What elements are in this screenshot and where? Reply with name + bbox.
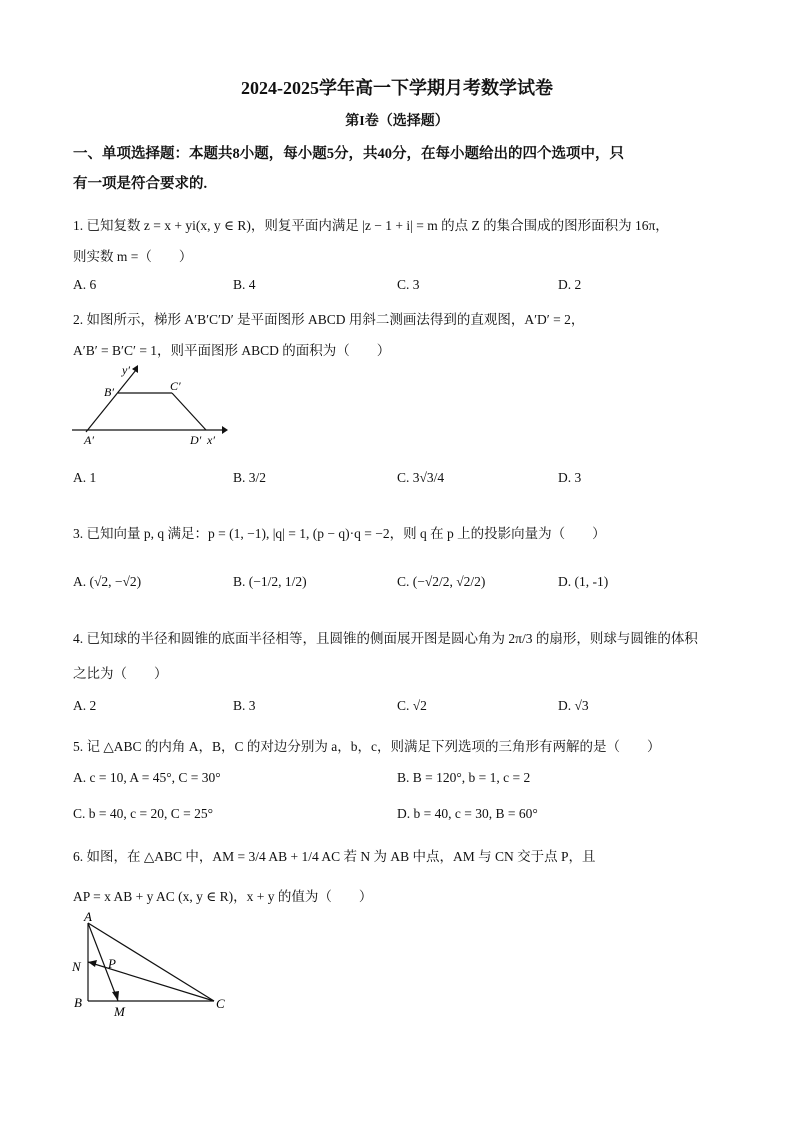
x-axis-arrow <box>222 426 228 434</box>
label-a-prime: A′ <box>84 433 94 447</box>
label-d-prime: D′ <box>190 433 202 447</box>
question-4-option-a[interactable]: A. 2 <box>73 698 97 713</box>
arrow-n <box>88 960 97 967</box>
section-heading-line2: 有一项是符合要求的. <box>73 176 208 192</box>
question-1-option-d[interactable]: D. 2 <box>558 277 582 292</box>
question-2-option-b[interactable]: B. 3/2 <box>233 470 267 485</box>
question-3-option-b[interactable]: B. (−1/2, 1/2) <box>233 574 307 589</box>
label-y-prime: y′ <box>122 363 130 377</box>
question-3-line1: 3. 已知向量 p, q 满足：p = (1, −1), |q| = 1, (p − q)·q = −2，则 q 在 p 上的投影向量为（ ） <box>73 526 606 541</box>
label-c: C <box>216 996 225 1011</box>
question-5-option-a[interactable]: A. c = 10, A = 45°, C = 30° <box>73 770 221 785</box>
question-4-option-d[interactable]: D. √3 <box>558 698 589 713</box>
question-4-line1: 4. 已知球的半径和圆锥的底面半径相等，且圆锥的侧面展开图是圆心角为 2π/3 的扇形，则球与圆锥的体积 <box>73 631 698 646</box>
label-c-prime: C′ <box>170 379 181 393</box>
label-b-prime: B′ <box>104 385 114 399</box>
question-3-option-a[interactable]: A. (√2, −√2) <box>73 574 142 589</box>
section-heading-line1: 一、单项选择题：本题共8小题，每小题5分，共40分，在每小题给出的四个选项中，只 <box>73 146 624 162</box>
question-5-option-b[interactable]: B. B = 120°, b = 1, c = 2 <box>397 770 531 785</box>
segment-cn <box>88 962 214 1001</box>
question-5-line1: 5. 记 △ABC 的内角 A，B，C 的对边分别为 a，b，c，则满足下列选项的三角形有两解的是（ ） <box>73 739 661 754</box>
question-1-line1: 1. 已知复数 z = x + yi(x, y ∈ R)，则复平面内满足 |z − 1 + i| = m 的点 Z 的集合围成的图形面积为 16π， <box>73 218 669 233</box>
question-2-option-a[interactable]: A. 1 <box>73 470 97 485</box>
question-5-option-c[interactable]: C. b = 40, c = 20, C = 25° <box>73 806 213 821</box>
question-5-option-d[interactable]: D. b = 40, c = 30, B = 60° <box>397 806 538 821</box>
triangle-figure <box>68 908 238 1020</box>
label-b: B <box>74 995 82 1010</box>
question-6-line1: 6. 如图，在 △ABC 中，AM = 3/4 AB + 1/4 AC 若 N 为 AB 中点，AM 与 CN 交于点 P，且 <box>73 849 596 864</box>
question-4-option-c[interactable]: C. √2 <box>397 698 427 713</box>
label-a: A <box>84 909 92 924</box>
question-2-line2: A′B′ = B′C′ = 1，则平面图形 ABCD 的面积为（ ） <box>73 343 391 358</box>
label-n: N <box>72 959 81 974</box>
trapezoid-right-edge <box>172 393 206 430</box>
question-1-line2: 则实数 m =（ ） <box>73 249 193 264</box>
question-1-option-c[interactable]: C. 3 <box>397 277 420 292</box>
question-4-option-b[interactable]: B. 3 <box>233 698 256 713</box>
question-3-option-c[interactable]: C. (−√2/2, √2/2) <box>397 574 486 589</box>
question-4-line2: 之比为（ ） <box>73 666 168 681</box>
label-m: M <box>114 1004 125 1019</box>
y-axis-line <box>86 370 136 432</box>
page-title: 2024-2025学年高一下学期月考数学试卷 <box>241 78 553 98</box>
label-x-prime: x′ <box>207 433 215 447</box>
section-subtitle: 第I卷（选择题） <box>345 114 449 129</box>
question-1-option-b[interactable]: B. 4 <box>233 277 256 292</box>
trapezoid-figure <box>70 360 230 448</box>
question-6-line2: AP = x AB + y AC (x, y ∈ R)，x + y 的值为（ ） <box>73 889 373 904</box>
arrow-m <box>112 991 119 1001</box>
question-2-option-c[interactable]: C. 3√3/4 <box>397 470 445 485</box>
question-1-option-a[interactable]: A. 6 <box>73 277 97 292</box>
question-3-option-d[interactable]: D. (1, -1) <box>558 574 609 589</box>
question-2-option-d[interactable]: D. 3 <box>558 470 582 485</box>
side-ac <box>88 923 214 1001</box>
question-2-line1: 2. 如图所示，梯形 A′B′C′D′ 是平面图形 ABCD 用斜二测画法得到的直观图，A′D′ = 2， <box>73 312 585 327</box>
label-p: P <box>108 956 116 971</box>
